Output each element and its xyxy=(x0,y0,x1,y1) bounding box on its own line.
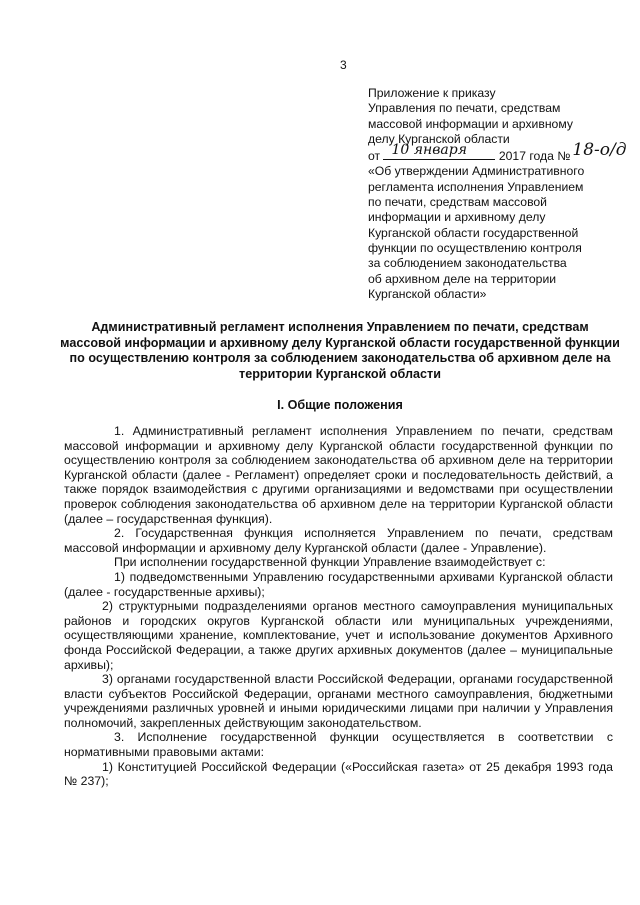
paragraph: 3. Исполнение государственной функции осуществляется в соответствии с нормативными правовыми актами: xyxy=(64,730,613,760)
date-field xyxy=(383,142,495,160)
appendix-line: массовой информации и архивному xyxy=(368,116,573,131)
about-line: об архивном деле на территории xyxy=(368,271,557,286)
about-line: по печати, средствам массовой xyxy=(368,195,547,210)
about-line: за соблюдением законодательства xyxy=(368,256,567,271)
paragraph: При исполнении государственной функции Управление взаимодействует с: xyxy=(114,555,546,570)
number-prefix: № xyxy=(557,149,571,164)
paragraph: 1) подведомственными Управлению государственными архивами Курганской области (далее - государственные архивы); xyxy=(64,569,613,599)
appendix-line: Управления по печати, средствам xyxy=(368,101,561,116)
about-line: информации и архивному делу xyxy=(368,210,546,225)
number-handwriting: 18-о/д xyxy=(572,140,627,161)
paragraph: 1) Конституцией Российской Федерации («Российская газета» от 25 декабря 1993 года № 237); xyxy=(64,759,613,789)
paragraph: 3) органами государственной власти Российской Федерации, органами государственной власти субъектов Российской Федерации, органами местного самоуправления, бюджетными учреждениями различных уровней и иными юридическими лицами при наличии у Управления полномочий, закрепленных действующим законодательством. xyxy=(64,672,613,730)
page-number: 3 xyxy=(340,58,347,72)
paragraph: 1. Административный регламент исполнения Управлением по печати, средствам массовой информации и архивному делу Курганской области государственной функции по осуществлению контроля за соблюдением законодательства об архивном деле на территории Курганской области (далее - Регламент) определяет сроки и последовательность действий, а также порядок взаимодействия с другими организациями и ведомствами при осуществлении проверок соблюдения законодательства об архивном деле на территории Курганской области (далее – государственная функция). xyxy=(64,424,613,526)
section-heading: I. Общие положения xyxy=(277,398,403,412)
document-body xyxy=(64,424,613,789)
appendix-line: делу Курганской области xyxy=(368,131,510,146)
date-handwriting: 10 января xyxy=(391,142,467,159)
date-year: 2017 года xyxy=(498,149,554,164)
about-line: Курганской области государственной xyxy=(368,225,579,240)
about-line: Курганской области» xyxy=(368,286,487,301)
number-field xyxy=(570,140,627,161)
about-line: «Об утверждении Административного xyxy=(368,164,585,179)
paragraph: 2) структурными подразделениями органов местного самоуправления муниципальных районов и городских округов Курганской области или муниципальных учреждениями, осуществляющими хранение, комплектование, учет и использование документов Архивного фонда Российской Федерации, а также других архивных документов (далее – муниципальные архивы); xyxy=(64,599,613,672)
paragraph: 2. Государственная функция исполняется Управлением по печати, средствам массовой информации и архивному делу Курганской области (далее - Управление). xyxy=(64,526,613,555)
appendix-block xyxy=(368,86,627,302)
date-prefix: от xyxy=(368,149,381,164)
document-title: Административный регламент исполнения Управлением по печати, средствам массовой информации и архивному делу Курганской области государственной функции по осуществлению контроля за соблюдением законодательства об архивном деле на территории Курганской области xyxy=(60,320,620,381)
appendix-line: Приложение к приказу xyxy=(368,86,496,100)
about-line: регламента исполнения Управлением xyxy=(368,179,584,194)
order-date-row xyxy=(368,140,627,164)
about-line: функции по осуществлению контроля xyxy=(368,240,582,255)
